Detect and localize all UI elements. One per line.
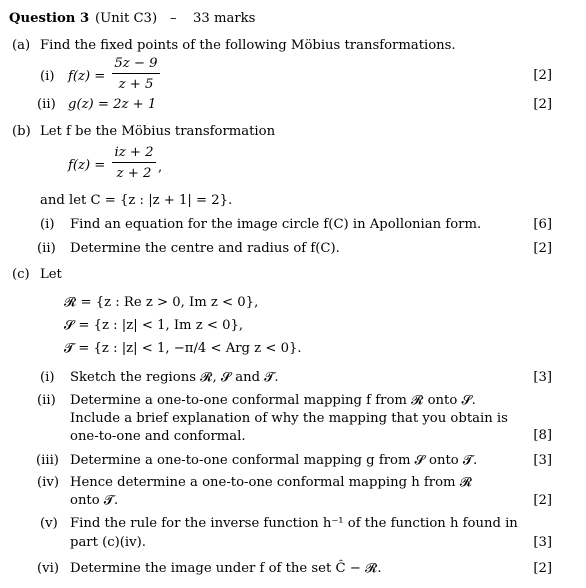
part-c-iii-mark: [3] <box>533 453 552 468</box>
part-a-i-denominator: z + 5 <box>118 77 154 92</box>
part-c-vi-label: (vi) <box>37 561 59 576</box>
fraction-bar <box>112 162 156 163</box>
part-b-ii-mark: [2] <box>533 241 552 256</box>
part-b-condition: and let C = {z : |z + 1| = 2}. <box>40 193 233 208</box>
part-a-ii-mark: [2] <box>533 97 552 112</box>
part-a-label: (a) <box>12 38 31 53</box>
part-b-comma: , <box>158 160 163 175</box>
part-b-denominator: z + 2 <box>116 166 152 181</box>
part-b-numerator: iz + 2 <box>114 145 154 160</box>
part-c-v-mark: [3] <box>533 535 552 550</box>
part-c-iii-line: Determine a one-to-one conformal mapping g from 𝓢 onto 𝓣. <box>70 453 478 468</box>
part-c-label: (c) <box>12 267 30 282</box>
part-c-v-line: Find the rule for the inverse function h⁻¹ of the function h found in <box>70 516 518 531</box>
part-c-iv-label: (iv) <box>37 475 59 490</box>
part-a-ii-text: g(z) = 2z + 1 <box>68 97 157 112</box>
part-c-iii-label: (iii) <box>36 453 59 468</box>
part-b-text: Let f be the Möbius transformation <box>40 124 276 139</box>
part-c-text: Let <box>40 267 62 282</box>
part-c-vi-mark: [2] <box>533 561 552 576</box>
part-a-i-mark: [2] <box>533 68 552 83</box>
part-b-lhs: f(z) = <box>68 158 106 173</box>
part-c-vi-line: Determine the image under f of the set Ĉ − 𝓡. <box>70 561 382 576</box>
region-R-definition: 𝓡 = {z : Re z > 0, Im z < 0}, <box>64 295 259 310</box>
part-b-label: (b) <box>12 124 31 139</box>
part-c-iv-line: Hence determine a one-to-one conformal mapping h from 𝓡 <box>70 475 473 490</box>
part-c-ii-line: Include a brief explanation of why the mapping that you obtain is <box>70 411 508 426</box>
part-b-i-mark: [6] <box>533 217 552 232</box>
part-c-iv-line: onto 𝓣. <box>70 493 119 508</box>
question-title: Question 3 <box>9 11 90 26</box>
part-a-i-numerator: 5z − 9 <box>114 56 158 71</box>
fraction-bar <box>112 73 160 74</box>
part-c-i-label: (i) <box>40 370 55 385</box>
unit-label: (Unit C3) <box>95 11 158 26</box>
part-a-text: Find the fixed points of the following Möbius transformations. <box>40 38 456 53</box>
part-b-i-text: Find an equation for the image circle f(C) in Apollonian form. <box>70 217 482 232</box>
part-c-ii-line: Determine a one-to-one conformal mapping f from 𝓡 onto 𝓢. <box>70 393 476 408</box>
part-c-ii-line: one-to-one and conformal. <box>70 429 246 444</box>
part-c-i-line: Sketch the regions 𝓡, 𝓢 and 𝓣. <box>70 370 279 385</box>
part-a-ii-label: (ii) <box>37 97 56 112</box>
part-c-iv-mark: [2] <box>533 493 552 508</box>
part-a-i-fraction <box>112 57 160 91</box>
part-b-ii-label: (ii) <box>37 241 56 256</box>
part-c-i-mark: [3] <box>533 370 552 385</box>
part-b-i-label: (i) <box>40 217 55 232</box>
part-c-ii-label: (ii) <box>37 393 56 408</box>
marks-total: 33 marks <box>193 11 256 26</box>
part-c-ii-mark: [8] <box>533 428 552 443</box>
region-S-definition: 𝓢 = {z : |z| < 1, Im z < 0}, <box>64 318 244 333</box>
part-b-fraction <box>112 146 156 180</box>
part-c-v-line: part (c)(iv). <box>70 535 146 550</box>
part-a-i-lhs: f(z) = <box>68 69 106 84</box>
part-a-i-label: (i) <box>40 69 55 84</box>
part-c-v-label: (v) <box>40 516 58 531</box>
part-b-ii-text: Determine the centre and radius of f(C). <box>70 241 340 256</box>
header-dash: – <box>170 11 177 26</box>
region-T-definition: 𝓣 = {z : |z| < 1, −π/4 < Arg z < 0}. <box>64 341 302 356</box>
